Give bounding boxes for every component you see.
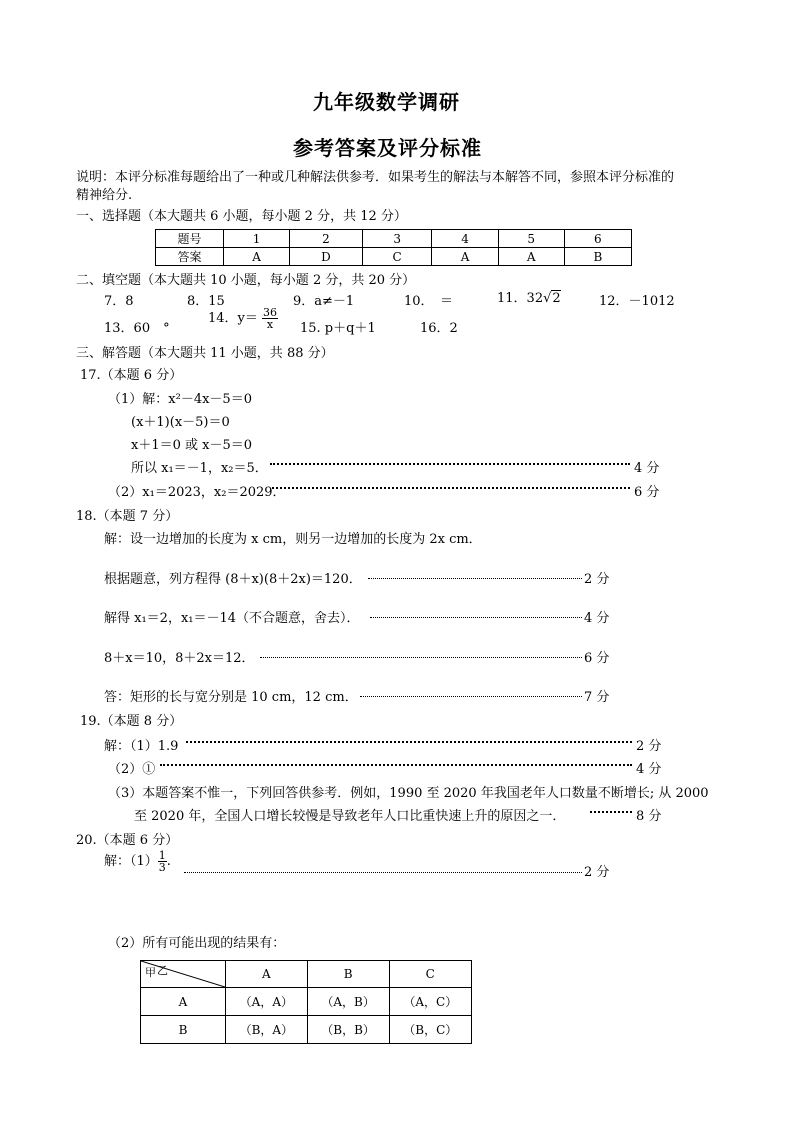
answer-cell: A [498, 248, 564, 266]
fill-answer-13: 13．60 ° [104, 321, 170, 336]
q18-line-5: 答：矩形的长与宽分别是 10 cm，12 cm． [104, 690, 358, 705]
column-header: C [389, 961, 471, 988]
q18-line-2: 根据题意，列方程得 (8＋x)(8＋2x)＝120． [104, 572, 362, 587]
q19-line-4: 至 2020 年，全国人口增长较慢是导致老年人口比重快速上升的原因之一． [134, 809, 566, 824]
question-number: 3 [362, 230, 432, 248]
q18-line-3: 解得 x₁＝2，x₁＝－14（不合题意，舍去）． [104, 611, 360, 626]
column-header: B [307, 961, 389, 988]
question-number: 6 [564, 230, 631, 248]
answer-cell: A [224, 248, 290, 266]
dot-leader [370, 617, 582, 618]
corner-left-label: 甲 [145, 966, 156, 979]
q19-score-2: 2 分 [636, 739, 662, 754]
fill-answer-8: 8．15 [187, 294, 225, 309]
q18-score-2: 2 分 [584, 572, 610, 587]
q20-line-1 [104, 850, 171, 873]
q20-line-1-suffix: . [166, 854, 171, 869]
table-row [141, 1016, 472, 1044]
row-header: A [141, 988, 226, 1016]
outcome-cell: （A，A） [226, 988, 308, 1016]
fill-answer-9: 9．a≠－1 [293, 294, 355, 309]
q17-heading: 17.（本题 6 分） [80, 368, 183, 383]
table-row [156, 230, 632, 248]
q18-score-7: 7 分 [584, 690, 610, 705]
corner-cell [141, 961, 226, 988]
dot-leader [260, 657, 582, 658]
dot-leader [368, 578, 582, 579]
question-number: 4 [432, 230, 498, 248]
q19-line-2: （2）① [108, 762, 156, 777]
fill-answer-10: 10． ＝ [404, 294, 454, 309]
page-subtitle: 参考答案及评分标准 [293, 136, 482, 160]
q19-line-3: （3）本题答案不惟一，下列回答供参考．例如，1990 至 2020 年我国老年人口数量不断增长; 从 2000 [108, 786, 709, 801]
answer-cell: B [564, 248, 631, 266]
dot-leader [270, 463, 630, 465]
fraction-numerator: 1 [158, 849, 166, 862]
q17-score-6: 6 分 [634, 485, 660, 500]
fill-answer-14 [208, 307, 278, 330]
section-3-heading: 三、解答题（本大题共 11 小题，共 88 分） [76, 346, 334, 361]
dot-leader [186, 741, 632, 743]
dot-leader [160, 764, 632, 766]
row-header: B [141, 1016, 226, 1044]
q17-line-2: (x＋1)(x－5)＝0 [131, 415, 230, 430]
section-2-heading: 二、填空题（本大题共 10 小题，每小题 2 分，共 20 分） [76, 273, 416, 288]
outcome-cell: （A，B） [307, 988, 389, 1016]
fraction-denominator: 3 [158, 861, 166, 874]
q19-line-1: 解：（1）1.9 [104, 739, 179, 754]
page-title: 九年级数学调研 [313, 90, 460, 114]
outcome-table [140, 960, 472, 1044]
section-1-heading: 一、选择题（本大题共 6 小题，每小题 2 分，共 12 分） [76, 209, 407, 224]
dot-leader [184, 872, 582, 873]
fill-answer-14-fraction [262, 307, 278, 330]
q19-score-4: 4 分 [636, 762, 662, 777]
q20-heading: 20.（本题 6 分） [76, 833, 179, 848]
fraction-denominator: x [266, 318, 274, 331]
q20-line-2: （2）所有可能出现的结果有： [108, 936, 286, 951]
question-number: 1 [224, 230, 290, 248]
fraction-numerator: 36 [263, 306, 278, 319]
question-number: 2 [290, 230, 363, 248]
q18-line-1: 解：设一边增加的长度为 x cm，则另一边增加的长度为 2x cm． [104, 532, 482, 547]
q17-line-1: （1）解：x²－4x－5＝0 [108, 392, 252, 407]
note-line-2: 精神给分. [76, 188, 133, 203]
dot-leader [360, 696, 582, 697]
fill-answer-7: 7．8 [104, 294, 134, 309]
question-number: 5 [498, 230, 564, 248]
fill-answer-14-prefix: 14．y＝ [208, 311, 258, 326]
fill-answer-11-radicand: 2 [552, 291, 561, 306]
choice-answer-table [155, 229, 632, 266]
q17-score-4: 4 分 [634, 461, 660, 476]
q19-score-8: 8 分 [636, 809, 662, 824]
q18-score-6: 6 分 [584, 651, 610, 666]
q19-heading: 19.（本题 8 分） [80, 714, 183, 729]
outcome-cell: （B，B） [307, 1016, 389, 1044]
q18-score-4: 4 分 [584, 611, 610, 626]
table-row [141, 961, 472, 988]
table-row [141, 988, 472, 1016]
answer-cell: D [290, 248, 363, 266]
column-header: A [226, 961, 308, 988]
dot-leader [590, 811, 632, 813]
q20-score-2: 2 分 [584, 865, 610, 880]
row-label-answer: 答案 [156, 248, 224, 266]
q20-line-1-prefix: 解：（1） [104, 854, 158, 869]
corner-top-label: 乙 [157, 964, 168, 977]
fill-answer-12: 12．－1012 [599, 294, 675, 309]
q17-line-3: x＋1＝0 或 x－5＝0 [131, 438, 253, 453]
answer-cell: C [362, 248, 432, 266]
fill-answer-11: 11．32√2 [497, 291, 561, 306]
q18-line-4: 8＋x＝10，8＋2x＝12． [104, 651, 255, 666]
fill-answer-15: 15. p＋q＋1 [300, 321, 376, 336]
outcome-cell: （B，A） [226, 1016, 308, 1044]
fill-answer-11-prefix: 11．32 [497, 291, 544, 306]
table-row [156, 248, 632, 266]
outcome-cell: （A，C） [389, 988, 471, 1016]
outcome-cell: （B，C） [389, 1016, 471, 1044]
q17-line-5: （2）x₁＝2023，x₂＝2029． [108, 485, 286, 500]
q18-heading: 18.（本题 7 分） [76, 509, 179, 524]
q17-line-4: 所以 x₁＝－1，x₂＝5． [131, 461, 268, 476]
row-label-question: 题号 [156, 230, 224, 248]
dot-leader [272, 487, 630, 489]
q20-fraction [158, 850, 167, 873]
answer-cell: A [432, 248, 498, 266]
fill-answer-16: 16．2 [420, 321, 458, 336]
note-line-1: 说明：本评分标准每题给出了一种或几种解法供参考．如果考生的解法与本解答不同，参照本评分标准的 [76, 170, 675, 185]
